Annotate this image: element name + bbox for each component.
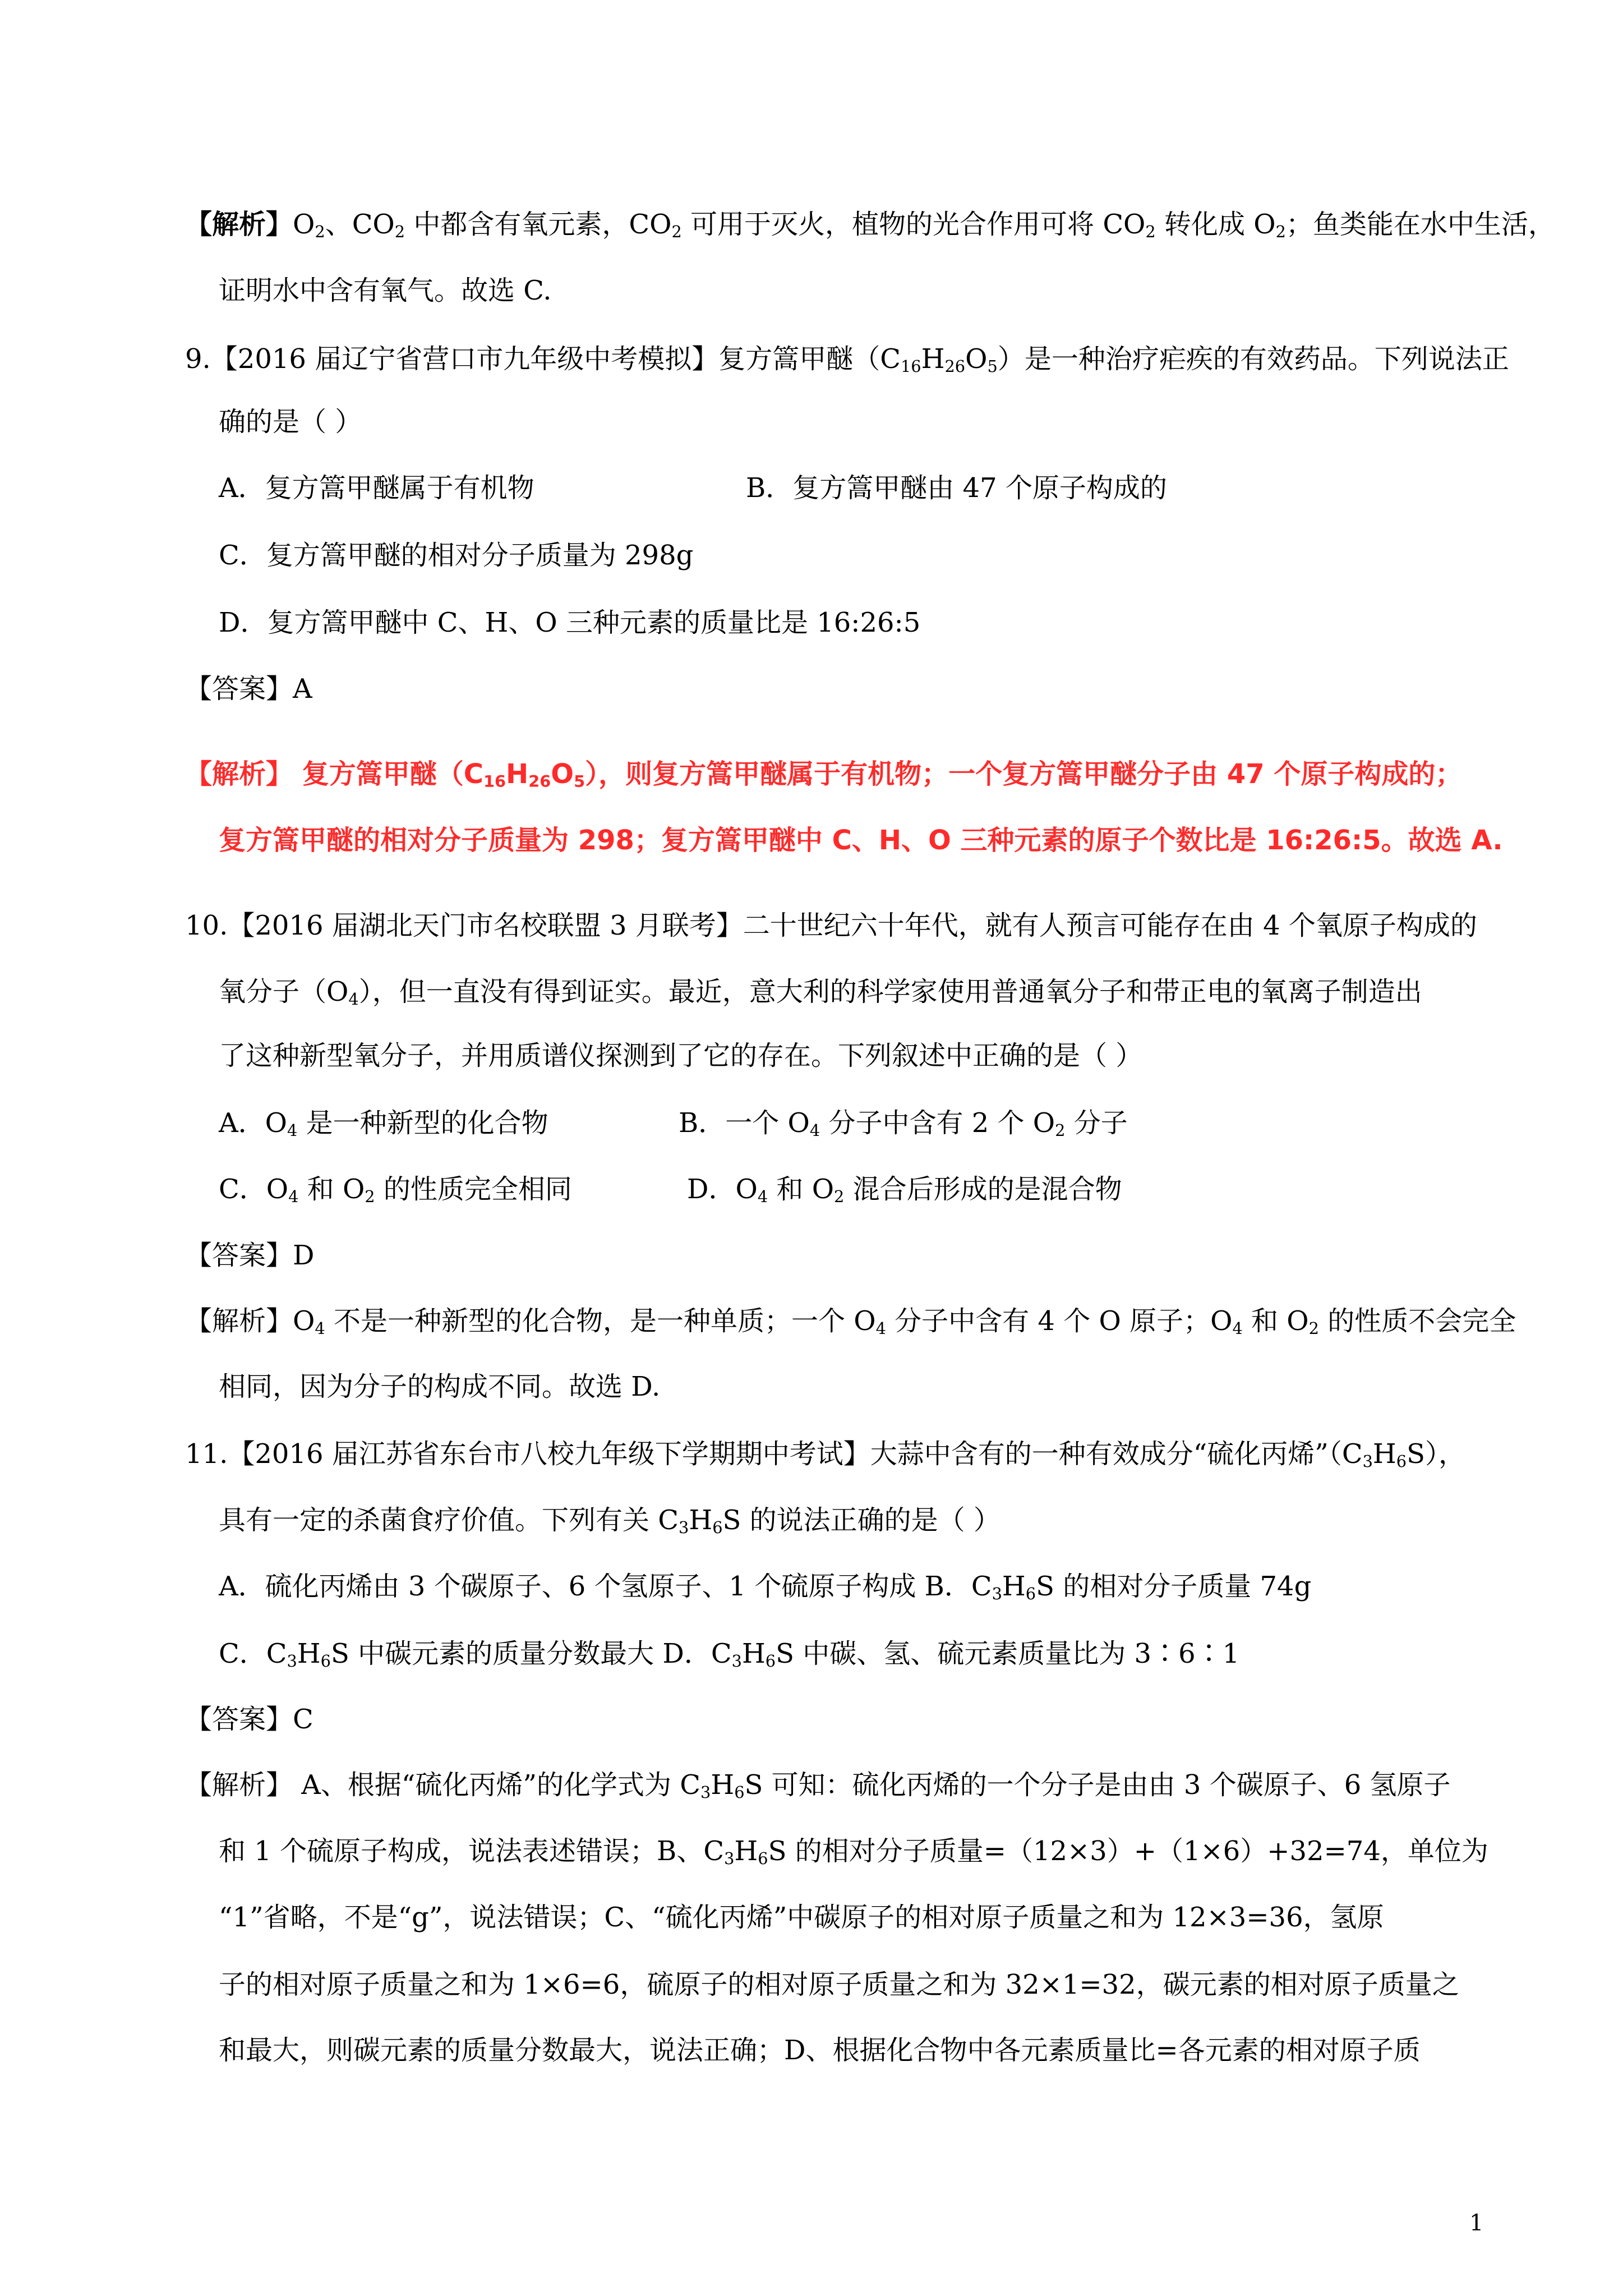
text-run: H (506, 758, 529, 790)
text-line (219, 1172, 572, 1206)
text-run: 分子中含有 2 个 O (820, 1107, 1055, 1139)
subscript: 6 (734, 1783, 745, 1802)
text-run: 【答案】C (185, 1704, 313, 1735)
text-line (185, 208, 1555, 241)
text-run: O (293, 209, 315, 240)
subscript: 2 (315, 222, 325, 242)
text-line (219, 1834, 1488, 1868)
subscript: 6 (1025, 1584, 1036, 1604)
text-run: D．O (687, 1174, 758, 1205)
option-column-2 (687, 1172, 1122, 1206)
text-run: H (297, 1638, 321, 1669)
text-line (185, 909, 1477, 942)
text-run: 的性质不会完全 (1318, 1305, 1516, 1337)
text-line (219, 606, 920, 639)
text-run: S 中碳元素的质量分数最大 D．C (330, 1638, 732, 1669)
text-run: O (551, 758, 574, 790)
subscript: 4 (287, 1121, 298, 1140)
subscript: 2 (834, 1187, 845, 1207)
text-line (219, 1039, 1142, 1073)
highlighted-explanation-line (219, 823, 1503, 857)
text-run: 复方篙甲醚的相对分子质量为 298；复方篙甲醚中 C、H、O 三种元素的原子个数比是 16:26:5。故选 A. (219, 825, 1503, 856)
text-line (219, 1370, 660, 1404)
subscript: 3 (700, 1783, 711, 1802)
text-run: ），则复方篙甲醚属于有机物；一个复方篙甲醚分子由 47 个原子构成的； (585, 758, 1463, 790)
text-run: H (711, 1769, 735, 1801)
text-run: 和 O (298, 1174, 365, 1205)
text-run: 可用于灭火，植物的光合作用可将 CO (681, 209, 1146, 240)
text-run: S）， (1407, 1438, 1465, 1470)
text-run: 【解析】 A、根据“硫化丙烯”的化学式为 C (185, 1769, 700, 1801)
subscript: 3 (1362, 1452, 1373, 1471)
subscript: 3 (287, 1651, 297, 1671)
text-run: “1”省略，不是“g”，说法错误；C、“硫化丙烯”中碳原子的相对原子质量之和为 12×3=36，氢原 (219, 1902, 1384, 1933)
subscript: 6 (320, 1651, 331, 1671)
subscript: 4 (348, 990, 359, 1009)
text-line (185, 1703, 313, 1736)
subscript: 2 (394, 222, 405, 242)
text-run: 证明水中含有氧气。故选 C. (219, 275, 552, 306)
text-line (219, 1901, 1384, 1934)
subscript: 2 (1145, 222, 1156, 242)
subscript: 2 (1308, 1319, 1319, 1338)
text-run: H (741, 1638, 766, 1669)
text-line (219, 471, 534, 505)
subscript: 2 (365, 1187, 375, 1207)
text-run: 【答案】D (185, 1240, 315, 1271)
text-run: C．复方篙甲醚的相对分子质量为 298g (219, 540, 694, 571)
subscript: 26 (528, 772, 551, 792)
text-line (185, 1437, 1465, 1471)
text-line (219, 1570, 1311, 1603)
subscript: 3 (724, 1849, 735, 1869)
text-line (219, 539, 693, 572)
text-run: 确的是（ ） (219, 406, 362, 438)
text-run: S 的相对分子质量 74g (1036, 1571, 1312, 1602)
subscript: 4 (1232, 1319, 1243, 1338)
text-run: 【解析】 复方篙甲醚（C (185, 758, 483, 790)
subscript: 26 (944, 357, 966, 376)
text-run: A．O (219, 1107, 288, 1139)
text-run: C．C (219, 1638, 287, 1669)
text-run: D．复方篙甲醚中 C、H、O 三种元素的质量比是 16:26:5 (219, 607, 921, 638)
subscript: 6 (758, 1849, 768, 1869)
text-line (219, 1637, 1239, 1671)
text-run: 转化成 O (1155, 209, 1276, 240)
text-run: B．复方篙甲醚由 47 个原子构成的 (746, 472, 1167, 504)
text-line (219, 405, 362, 439)
text-run: 【解析】O (185, 1305, 315, 1337)
text-run: S 的相对分子质量=（12×3）+（1×6）+32=74，单位为 (768, 1835, 1488, 1867)
section-tag: 【解析】 (185, 209, 293, 240)
option-column-2 (679, 1106, 1128, 1140)
subscript: 6 (1396, 1452, 1407, 1471)
text-run: 不是一种新型的化合物，是一种单质；一个 O (325, 1305, 876, 1337)
text-line (219, 1968, 1459, 2001)
text-run: H (689, 1504, 713, 1536)
option-column-2 (746, 471, 1167, 505)
text-line (219, 975, 1422, 1009)
text-line (185, 342, 1509, 376)
text-run: A．复方篙甲醚属于有机物 (219, 472, 534, 504)
text-line (219, 274, 552, 307)
text-line (219, 1106, 548, 1140)
text-run: B．一个 O (679, 1107, 810, 1139)
text-run: S 的说法正确的是（ ） (722, 1504, 1000, 1536)
subscript: 6 (765, 1651, 776, 1671)
text-run: 和 O (768, 1174, 834, 1205)
subscript: 6 (712, 1518, 723, 1538)
text-run: 分子 (1065, 1107, 1128, 1139)
text-run: 了这种新型氧分子，并用质谱仪探测到了它的存在。下列叙述中正确的是（ ） (219, 1040, 1143, 1071)
text-run: 11.【2016 届江苏省东台市八校九年级下学期期中考试】大蒜中含有的一种有效成分“硫化丙烯”（C (185, 1438, 1363, 1470)
text-run: ），但一直没有得到证实。最近，意大利的科学家使用普通氧分子和带正电的氧离子制造出 (358, 976, 1422, 1007)
text-run: O (965, 343, 988, 375)
subscript: 3 (731, 1651, 742, 1671)
text-run: 【答案】A (185, 673, 312, 705)
text-run: A．硫化丙烯由 3 个碳原子、6 个氢原子、1 个硫原子构成 B．C (219, 1571, 992, 1602)
text-run: C．O (219, 1174, 289, 1205)
text-line (185, 1239, 315, 1272)
subscript: 5 (987, 357, 998, 376)
text-line (185, 1768, 1451, 1802)
subscript: 4 (315, 1319, 325, 1338)
text-line (219, 1503, 1000, 1537)
text-run: H (921, 343, 945, 375)
text-run: H (1372, 1438, 1396, 1470)
text-run: 中都含有氧元素，CO (405, 209, 672, 240)
text-run: 是一种新型的化合物 (297, 1107, 548, 1139)
text-run: 子的相对原子质量之和为 1×6=6，硫原子的相对原子质量之和为 32×1=32，碳元素的相对原子质量之 (219, 1969, 1459, 2000)
text-run: 和 O (1242, 1305, 1309, 1337)
subscript: 4 (809, 1121, 820, 1140)
page-number: 1 (1469, 2210, 1484, 2236)
text-line (185, 1304, 1516, 1338)
text-run: ）是一种治疗疟疾的有效药品。下列说法正 (997, 343, 1509, 375)
subscript: 5 (574, 772, 585, 792)
text-run: 具有一定的杀菌食疗价值。下列有关 C (219, 1504, 679, 1536)
text-run: 和 1 个硫原子构成，说法表述错误；B、C (219, 1835, 725, 1867)
text-run: H (734, 1835, 758, 1867)
subscript: 16 (900, 357, 921, 376)
text-run: 10.【2016 届湖北天门市名校联盟 3 月联考】二十世纪六十年代，就有人预言可能存在由 4 个氧原子构成的 (185, 910, 1477, 941)
text-run: 混合后形成的是混合物 (844, 1174, 1122, 1205)
subscript: 3 (679, 1518, 689, 1538)
subscript: 4 (875, 1319, 886, 1338)
text-run: 相同，因为分子的构成不同。故选 D. (219, 1371, 661, 1402)
highlighted-explanation-line (185, 757, 1462, 791)
text-line (185, 672, 312, 706)
subscript: 2 (1055, 1121, 1066, 1140)
text-run: S 可知：硫化丙烯的一个分子是由由 3 个碳原子、6 氢原子 (744, 1769, 1451, 1801)
text-run: H (1002, 1571, 1026, 1602)
subscript: 2 (1275, 222, 1286, 242)
text-run: 的性质完全相同 (375, 1174, 572, 1205)
subscript: 4 (288, 1187, 299, 1207)
text-run: 、CO (325, 209, 395, 240)
text-run: ；鱼类能在水中生活， (1285, 209, 1555, 240)
text-run: 氧分子（O (219, 976, 349, 1007)
subscript: 16 (483, 772, 506, 792)
text-run: 和最大，则碳元素的质量分数最大，说法正确；D、根据化合物中各元素质量比=各元素的相对原子质 (219, 2035, 1421, 2066)
text-line (219, 2033, 1421, 2067)
text-run: 9.【2016 届辽宁省营口市九年级中考模拟】复方篙甲醚（C (185, 343, 901, 375)
text-run: 分子中含有 4 个 O 原子；O (886, 1305, 1233, 1337)
text-run: S 中碳、氢、硫元素质量比为 3∶6∶1 (776, 1638, 1240, 1669)
subscript: 3 (992, 1584, 1002, 1604)
subscript: 4 (757, 1187, 768, 1207)
subscript: 2 (671, 222, 682, 242)
